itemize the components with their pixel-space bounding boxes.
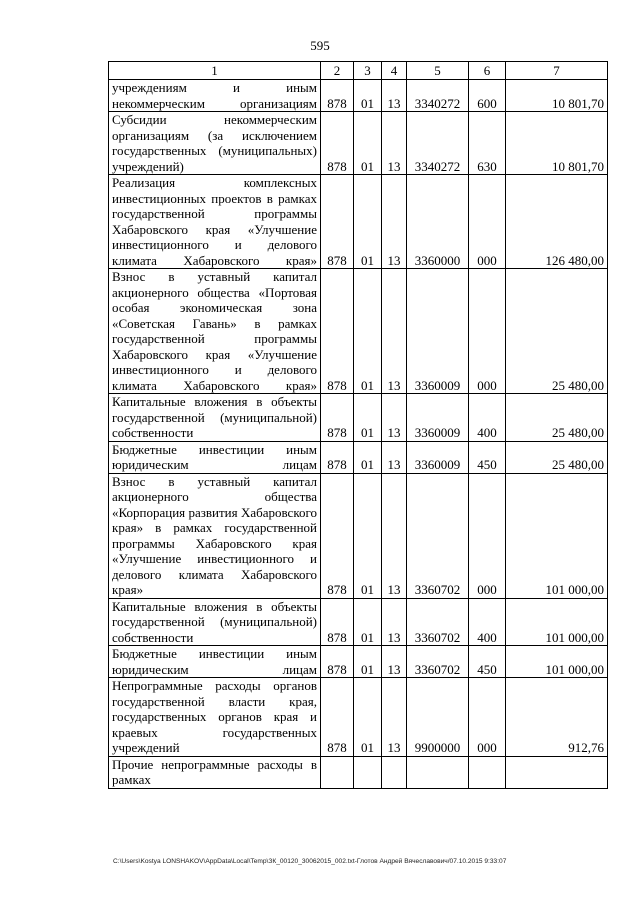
row-cell-c6: 000 bbox=[469, 175, 506, 269]
row-cell-c5: 3360009 bbox=[407, 441, 469, 473]
row-cell-c7: 101 000,00 bbox=[506, 598, 608, 646]
row-cell-c6: 400 bbox=[469, 598, 506, 646]
table-row bbox=[109, 756, 608, 788]
row-description: Бюджетные инвестиции иным юридическим лицам bbox=[109, 646, 321, 678]
row-description: Прочие непрограммные расходы в рамках bbox=[109, 756, 321, 788]
column-header: 1 bbox=[109, 62, 321, 80]
row-cell-c5: 3360702 bbox=[407, 473, 469, 598]
row-cell-c3: 01 bbox=[354, 473, 382, 598]
row-cell-c3: 01 bbox=[354, 441, 382, 473]
column-header: 5 bbox=[407, 62, 469, 80]
page-number: 595 bbox=[310, 38, 330, 53]
row-cell-c2: 878 bbox=[321, 473, 354, 598]
row-cell-c3: 01 bbox=[354, 269, 382, 394]
row-cell-c2: 878 bbox=[321, 80, 354, 112]
row-cell-c6: 450 bbox=[469, 646, 506, 678]
row-cell-c2: 878 bbox=[321, 441, 354, 473]
row-cell-c2: 878 bbox=[321, 394, 354, 442]
row-cell-c4: 13 bbox=[382, 678, 407, 757]
row-description: Непрограммные расходы органов государственной власти края, государственных органов края и краевых государственных учреждений bbox=[109, 678, 321, 757]
row-cell-c3: 01 bbox=[354, 598, 382, 646]
row-cell-c4: 13 bbox=[382, 175, 407, 269]
row-cell-c3 bbox=[354, 756, 382, 788]
budget-table bbox=[108, 61, 608, 789]
table-header-row bbox=[109, 62, 608, 80]
row-cell-c4: 13 bbox=[382, 394, 407, 442]
row-cell-c4: 13 bbox=[382, 598, 407, 646]
row-cell-c5: 9900000 bbox=[407, 678, 469, 757]
table-row bbox=[109, 394, 608, 442]
row-description: Капитальные вложения в объекты государственной (муниципальной) собственности bbox=[109, 598, 321, 646]
row-cell-c2: 878 bbox=[321, 112, 354, 175]
row-cell-c4 bbox=[382, 756, 407, 788]
row-cell-c4: 13 bbox=[382, 441, 407, 473]
row-cell-c3: 01 bbox=[354, 646, 382, 678]
row-cell-c4: 13 bbox=[382, 269, 407, 394]
row-cell-c3: 01 bbox=[354, 175, 382, 269]
row-description: Капитальные вложения в объекты государственной (муниципальной) собственности bbox=[109, 394, 321, 442]
row-cell-c6: 000 bbox=[469, 269, 506, 394]
column-header: 7 bbox=[506, 62, 608, 80]
column-header: 6 bbox=[469, 62, 506, 80]
row-cell-c3: 01 bbox=[354, 80, 382, 112]
row-cell-c3: 01 bbox=[354, 394, 382, 442]
row-cell-c6: 450 bbox=[469, 441, 506, 473]
row-cell-c6: 630 bbox=[469, 112, 506, 175]
row-cell-c5: 3340272 bbox=[407, 80, 469, 112]
row-cell-c7: 10 801,70 bbox=[506, 112, 608, 175]
row-description: Бюджетные инвестиции иным юридическим лицам bbox=[109, 441, 321, 473]
row-description: Взнос в уставный капитал акционерного общества «Корпорация развития Хабаровского края» в рамках государственной программы Хабаровского края «Улучшение инвестиционного и делового климата Хабаровского края» bbox=[109, 473, 321, 598]
table-row bbox=[109, 175, 608, 269]
row-cell-c4: 13 bbox=[382, 473, 407, 598]
row-cell-c5: 3360702 bbox=[407, 598, 469, 646]
column-header: 3 bbox=[354, 62, 382, 80]
row-cell-c7: 10 801,70 bbox=[506, 80, 608, 112]
table-row bbox=[109, 269, 608, 394]
row-cell-c2: 878 bbox=[321, 598, 354, 646]
row-cell-c6: 600 bbox=[469, 80, 506, 112]
column-header: 4 bbox=[382, 62, 407, 80]
table-row bbox=[109, 646, 608, 678]
row-cell-c5: 3360000 bbox=[407, 175, 469, 269]
row-cell-c7: 25 480,00 bbox=[506, 394, 608, 442]
row-description: Реализация комплексных инвестиционных проектов в рамках государственной программы Хабаровского края «Улучшение инвестиционного и делового климата Хабаровского края» bbox=[109, 175, 321, 269]
row-cell-c6: 000 bbox=[469, 473, 506, 598]
row-cell-c2 bbox=[321, 756, 354, 788]
row-cell-c5: 3360009 bbox=[407, 394, 469, 442]
row-description: Субсидии некоммерческим организациям (за исключением государственных (муниципальных) учреждений) bbox=[109, 112, 321, 175]
row-cell-c7 bbox=[506, 756, 608, 788]
row-cell-c2: 878 bbox=[321, 646, 354, 678]
row-cell-c6 bbox=[469, 756, 506, 788]
row-description: учреждениям и иным некоммерческим организациям bbox=[109, 80, 321, 112]
column-header: 2 bbox=[321, 62, 354, 80]
row-cell-c5 bbox=[407, 756, 469, 788]
row-cell-c7: 25 480,00 bbox=[506, 441, 608, 473]
row-cell-c5: 3360009 bbox=[407, 269, 469, 394]
row-cell-c2: 878 bbox=[321, 678, 354, 757]
row-description: Взнос в уставный капитал акционерного общества «Портовая особая экономическая зона «Советская Гавань» в рамках государственной программы Хабаровского края «Улучшение инвестиционного и делового климата Хабаровского края» bbox=[109, 269, 321, 394]
row-cell-c5: 3340272 bbox=[407, 112, 469, 175]
table-row bbox=[109, 473, 608, 598]
row-cell-c7: 912,76 bbox=[506, 678, 608, 757]
row-cell-c7: 126 480,00 bbox=[506, 175, 608, 269]
row-cell-c3: 01 bbox=[354, 112, 382, 175]
row-cell-c4: 13 bbox=[382, 646, 407, 678]
table-row bbox=[109, 80, 608, 112]
row-cell-c4: 13 bbox=[382, 112, 407, 175]
table-row bbox=[109, 112, 608, 175]
row-cell-c2: 878 bbox=[321, 269, 354, 394]
table-row bbox=[109, 598, 608, 646]
table-row bbox=[109, 678, 608, 757]
row-cell-c7: 101 000,00 bbox=[506, 473, 608, 598]
row-cell-c4: 13 bbox=[382, 80, 407, 112]
file-path-footer: C:\Users\Kostya LONSHAKOV\AppData\Local\Temp\ЗК_00120_30062015_002.txt-Глотов Андрей Вячеславович/07.10.2015 9:33:07 bbox=[113, 858, 507, 865]
row-cell-c5: 3360702 bbox=[407, 646, 469, 678]
row-cell-c6: 400 bbox=[469, 394, 506, 442]
table-row bbox=[109, 441, 608, 473]
row-cell-c3: 01 bbox=[354, 678, 382, 757]
row-cell-c6: 000 bbox=[469, 678, 506, 757]
row-cell-c7: 101 000,00 bbox=[506, 646, 608, 678]
row-cell-c2: 878 bbox=[321, 175, 354, 269]
row-cell-c7: 25 480,00 bbox=[506, 269, 608, 394]
